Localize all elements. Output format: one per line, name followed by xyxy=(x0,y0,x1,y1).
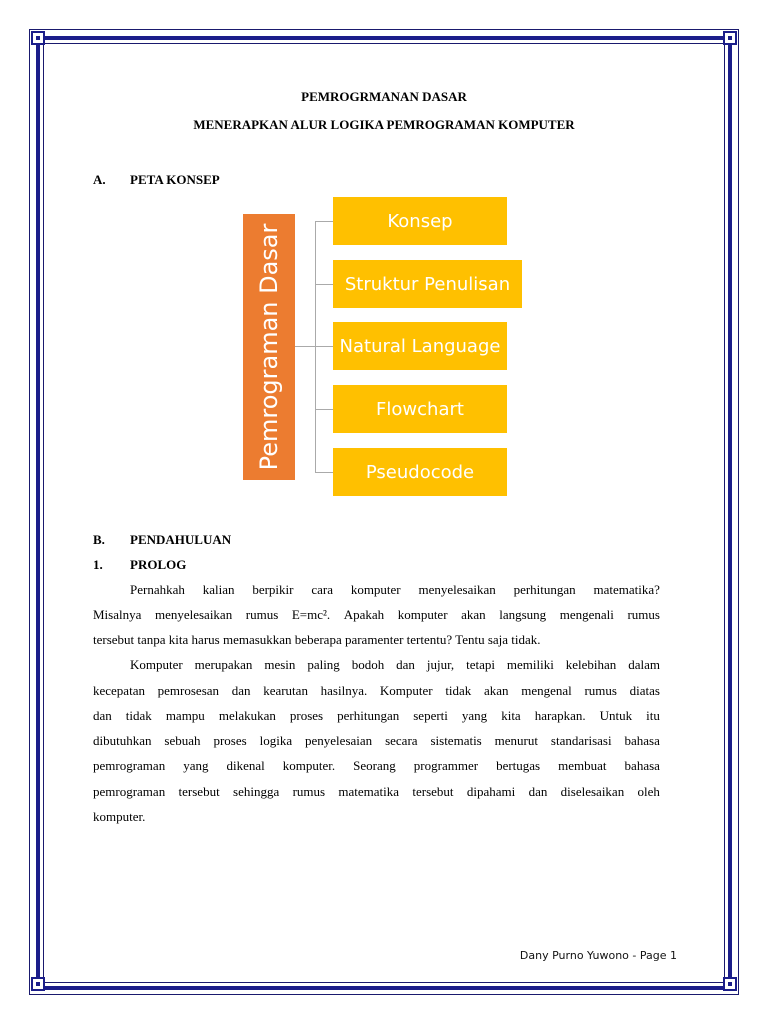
word: kearutan xyxy=(263,683,308,698)
word: menurut xyxy=(494,733,538,748)
word: sebuah xyxy=(164,733,201,748)
word: matematika? xyxy=(593,582,660,597)
word: diselesaikan xyxy=(560,784,625,799)
page-footer: Dany Purno Yuwono - Page 1 xyxy=(519,949,677,962)
paragraph-line xyxy=(93,733,660,749)
word: jujur, xyxy=(426,657,455,672)
word: yang xyxy=(183,758,209,773)
paragraph-line xyxy=(130,582,660,598)
corner-ornament-bottom-left xyxy=(31,977,45,991)
word: itu xyxy=(646,708,660,723)
word: mengenal xyxy=(521,683,572,698)
concept-node-pseudocode: Pseudocode xyxy=(333,448,507,496)
paragraph-line xyxy=(93,607,660,623)
word: akan xyxy=(484,683,509,698)
connector-branch xyxy=(315,346,333,347)
connector-branch xyxy=(315,221,333,222)
word: bahasa xyxy=(624,758,660,773)
section-b-letter: B. xyxy=(93,532,105,547)
document-title: PEMROGRMANAN DASAR xyxy=(301,89,467,104)
word: tersebut xyxy=(412,784,454,799)
subsection-1-number: 1. xyxy=(93,557,103,572)
word: diatas xyxy=(629,683,660,698)
connector-root xyxy=(295,346,316,347)
word: proses xyxy=(289,708,324,723)
word: komputer xyxy=(350,582,401,597)
word: komputer. xyxy=(282,758,336,773)
concept-node-natural-language: Natural Language xyxy=(333,322,507,370)
word: mengenali xyxy=(559,607,614,622)
word: oleh xyxy=(637,784,660,799)
word: E=mc². xyxy=(291,607,331,622)
word: tersebut xyxy=(178,784,220,799)
word: rumus xyxy=(292,784,326,799)
word: proses xyxy=(213,733,247,748)
paragraph-line xyxy=(93,683,660,699)
word: penyelesaian xyxy=(305,733,373,748)
paragraph-line xyxy=(130,657,660,673)
word: menyelesaikan xyxy=(154,607,233,622)
word: Untuk xyxy=(599,708,633,723)
connector-branch xyxy=(315,472,333,473)
concept-node-struktur-penulisan: Struktur Penulisan xyxy=(333,260,522,308)
corner-ornament-top-right xyxy=(723,31,737,45)
concept-node-konsep: Konsep xyxy=(333,197,507,245)
word: seperti xyxy=(413,708,448,723)
document-subtitle: MENERAPKAN ALUR LOGIKA PEMROGRAMAN KOMPUTER xyxy=(193,117,575,132)
word: merupakan xyxy=(194,657,253,672)
word: dikenal xyxy=(226,758,265,773)
word: dalam xyxy=(628,657,660,672)
word: rumus xyxy=(584,683,617,698)
word: bertugas xyxy=(496,758,541,773)
paragraph-line xyxy=(93,809,660,825)
section-a-heading: PETA KONSEP xyxy=(130,172,220,187)
word: Apakah xyxy=(343,607,385,622)
word: dipahami xyxy=(466,784,516,799)
section-a-letter: A. xyxy=(93,172,106,187)
word: komputer xyxy=(397,607,448,622)
word: yang xyxy=(461,708,488,723)
word: Seorang xyxy=(353,758,396,773)
word: mampu xyxy=(165,708,205,723)
word: tidak xyxy=(445,683,472,698)
word: bahasa xyxy=(624,733,660,748)
word: membuat xyxy=(558,758,607,773)
section-b-heading: PENDAHULUAN xyxy=(130,532,232,547)
word: langsung xyxy=(499,607,547,622)
word: akan xyxy=(461,607,486,622)
word: dan xyxy=(93,708,112,723)
word: menyelesaikan xyxy=(418,582,496,597)
concept-node-flowchart: Flowchart xyxy=(333,385,507,433)
paragraph-line-text: komputer. xyxy=(93,809,146,824)
word: berpikir xyxy=(252,582,294,597)
word: perhitungan xyxy=(337,708,400,723)
word: perhitungan xyxy=(513,582,576,597)
word: memiliki xyxy=(506,657,554,672)
connector-branch xyxy=(315,284,333,285)
word: Komputer xyxy=(130,657,183,672)
word: rumus xyxy=(627,607,660,622)
word: cara xyxy=(311,582,333,597)
word: matematika xyxy=(338,784,400,799)
word: pemrosesan xyxy=(157,683,220,698)
word: kecepatan xyxy=(93,683,145,698)
corner-ornament-bottom-right xyxy=(723,977,737,991)
word: secara xyxy=(385,733,418,748)
word: paling xyxy=(307,657,340,672)
word: hasilnya. xyxy=(320,683,368,698)
word: kita xyxy=(501,708,521,723)
paragraph-line xyxy=(93,708,660,724)
subsection-1-heading: PROLOG xyxy=(130,557,187,572)
word: rumus xyxy=(245,607,279,622)
word: bodoh xyxy=(351,657,385,672)
word: programmer xyxy=(413,758,479,773)
word: kalian xyxy=(202,582,235,597)
word: pemrograman xyxy=(93,758,166,773)
word: harapkan. xyxy=(534,708,586,723)
word: sehingga xyxy=(233,784,280,799)
paragraph-line xyxy=(93,758,660,774)
word: pemrograman xyxy=(93,784,166,799)
word: dan xyxy=(231,683,251,698)
connector-branch xyxy=(315,409,333,410)
paragraph-line xyxy=(93,632,660,648)
concept-root-label: Pemrograman Dasar xyxy=(255,223,283,471)
paragraph-line-text: tersebut tanpa kita harus memasukkan beberapa paramenter tertentu? Tentu saja tidak. xyxy=(93,632,541,647)
word: kelebihan xyxy=(565,657,617,672)
word: melakukan xyxy=(218,708,276,723)
paragraph-line xyxy=(93,784,660,800)
word: Misalnya xyxy=(93,607,142,622)
word: mesin xyxy=(264,657,296,672)
word: sistematis xyxy=(430,733,482,748)
word: dan xyxy=(528,784,548,799)
word: dibutuhkan xyxy=(93,733,152,748)
word: logika xyxy=(259,733,293,748)
word: tetapi xyxy=(466,657,495,672)
corner-ornament-top-left xyxy=(31,31,45,45)
word: dan xyxy=(396,657,415,672)
word: standarisasi xyxy=(550,733,612,748)
word: Komputer xyxy=(379,683,433,698)
word: Pernahkah xyxy=(130,582,185,597)
word: tidak xyxy=(125,708,152,723)
